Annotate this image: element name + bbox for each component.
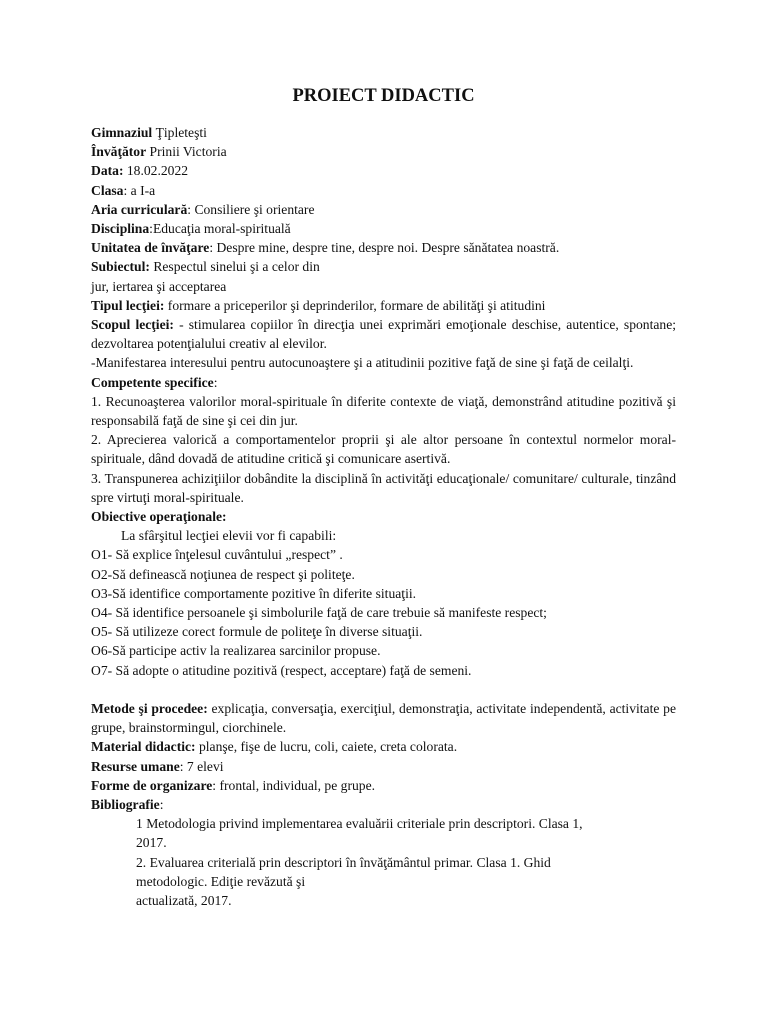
school-value: Ţipleteşti xyxy=(152,125,207,140)
material-line xyxy=(91,737,676,756)
objectives-intro: La sfârşitul lecţiei elevii vor fi capabili: xyxy=(121,528,337,544)
unit-value: : Despre mine, despre tine, despre noi. Despre sănătatea noastră. xyxy=(209,240,560,256)
date-label: Data: xyxy=(91,163,124,179)
scope-paragraph-2: -Manifestarea interesului pentru autocunoaştere şi a atitudinii pozitive faţă de sine şi faţă de ceilalţi. xyxy=(91,355,634,371)
scope-value: - stimularea copiilor în direcţia unei exprimări emoţionale deschise, autentice, spontane; dezvoltarea potenţialului creativ al elevilor. xyxy=(91,317,677,352)
unit-label: Unitatea de învăţare xyxy=(91,240,210,256)
human-resources-value: : 7 elevi xyxy=(179,758,224,774)
organization-forms-value: : frontal, individual, pe grupe. xyxy=(212,777,376,793)
competence-item: 3. Transpunerea achiziţiilor dobândite la disciplină în activităţi educaţionale/ comunitare/ culturale, tinzând spre virtuţi moral-spirituale. xyxy=(91,470,676,505)
competences-colon: : xyxy=(213,374,218,390)
material-value: planşe, fişe de lucru, coli, caiete, creta colorata. xyxy=(195,739,458,755)
subject-label: Subiectul: xyxy=(91,259,150,275)
competence-item: 2. Aprecierea valorică a comportamentelor proprii şi ale altor persoane în contextul normelor moral-spirituale, dând dovadă de atitudine critică şi comunicare asertivă. xyxy=(91,432,676,467)
methods-value: explicaţia, conversaţia, exerciţiul, demonstraţia, activitate independentă, activitate pe grupe, brainstormingul, ciorchinele. xyxy=(91,700,676,736)
objective-item: O7- Să adopte o atitudine pozitivă (respect, acceptare) faţă de semeni. xyxy=(91,662,472,678)
subject-line xyxy=(91,257,676,276)
bibliography-entry-2-cont: actualizată, 2017. xyxy=(136,892,232,908)
bibliography-entry-2: 2. Evaluarea criterială prin descriptori în învăţământul primar. Clasa 1. Ghid xyxy=(136,854,551,870)
lesson-type-value: formare a priceperilor şi deprinderilor, formare de abilităţi şi atitudini xyxy=(164,297,546,313)
material-label: Material didactic: xyxy=(91,739,196,755)
unit-line xyxy=(91,238,676,257)
date-value: 18.02.2022 xyxy=(123,163,189,179)
date-line xyxy=(91,161,676,180)
objective-item: O6-Să participe activ la realizarea sarcinilor propuse. xyxy=(91,643,381,659)
bibliography-entry-1: 1 Metodologia privind implementarea evaluării criteriale prin descriptori. Clasa 1, xyxy=(136,816,583,832)
discipline-line xyxy=(91,219,676,238)
class-label: Clasa xyxy=(91,182,124,198)
discipline-value: :Educaţia moral-spirituală xyxy=(149,221,291,237)
scope-label: Scopul lecţiei: xyxy=(91,317,174,333)
objective-item: O4- Să identifice persoanele şi simbolurile faţă de care trebuie să manifeste respect; xyxy=(91,605,547,621)
organization-forms-line xyxy=(91,776,676,795)
objectives-heading: Obiective operaţionale: xyxy=(91,509,227,525)
teacher-value: Prinii Victoria xyxy=(146,144,227,160)
methods-label: Metode şi procedee: xyxy=(91,700,208,716)
school-label: Gimnaziul xyxy=(91,125,153,140)
lesson-type-label: Tipul lecţiei: xyxy=(91,297,165,313)
objective-item: O5- Să utilizeze corect formule de politeţe în diverse situaţii. xyxy=(91,624,423,640)
teacher-label: Învăţător xyxy=(91,144,147,160)
scope-paragraph xyxy=(91,315,676,353)
subject-line-2: jur, iertarea şi acceptarea xyxy=(91,278,227,294)
bibliography-entry-2-cont: metodologic. Ediţie revăzută şi xyxy=(136,873,306,889)
subject-value: Respectul sinelui şi a celor din xyxy=(149,259,320,275)
lesson-type-line xyxy=(91,296,676,315)
bibliography-colon: : xyxy=(159,796,164,812)
document-title: PROIECT DIDACTIC xyxy=(292,86,475,106)
class-value: : a I-a xyxy=(123,182,156,198)
discipline-label: Disciplina xyxy=(91,221,150,237)
methods-paragraph xyxy=(91,699,676,737)
organization-forms-label: Forme de organizare xyxy=(91,777,213,793)
area-value: : Consiliere şi orientare xyxy=(187,201,315,217)
bibliography-entry-1-cont: 2017. xyxy=(136,835,167,851)
objective-item: O3-Să identifice comportamente pozitive în diferite situaţii. xyxy=(91,585,417,601)
teacher-line xyxy=(91,142,676,161)
school-line xyxy=(91,123,676,142)
human-resources-line xyxy=(91,757,676,776)
class-line xyxy=(91,181,676,200)
section-spacer xyxy=(91,680,676,699)
area-line xyxy=(91,200,676,219)
objective-item: O1- Să explice înţelesul cuvântului „respect” . xyxy=(91,547,343,563)
bibliography-heading xyxy=(91,795,676,814)
competence-item: 1. Recunoaşterea valorilor moral-spirituale în diferite contexte de viaţă, demonstrând atitudine pozitivă şi responsabilă faţă de sine şi cei din jur. xyxy=(91,393,676,429)
bibliography-label: Bibliografie xyxy=(91,796,160,812)
competences-heading xyxy=(91,373,676,392)
objective-item: O2-Să definească noţiunea de respect şi politeţe. xyxy=(91,566,355,582)
competences-label: Competente specifice xyxy=(91,374,214,390)
human-resources-label: Resurse umane xyxy=(91,758,180,774)
area-label: Aria curriculară xyxy=(91,201,188,217)
